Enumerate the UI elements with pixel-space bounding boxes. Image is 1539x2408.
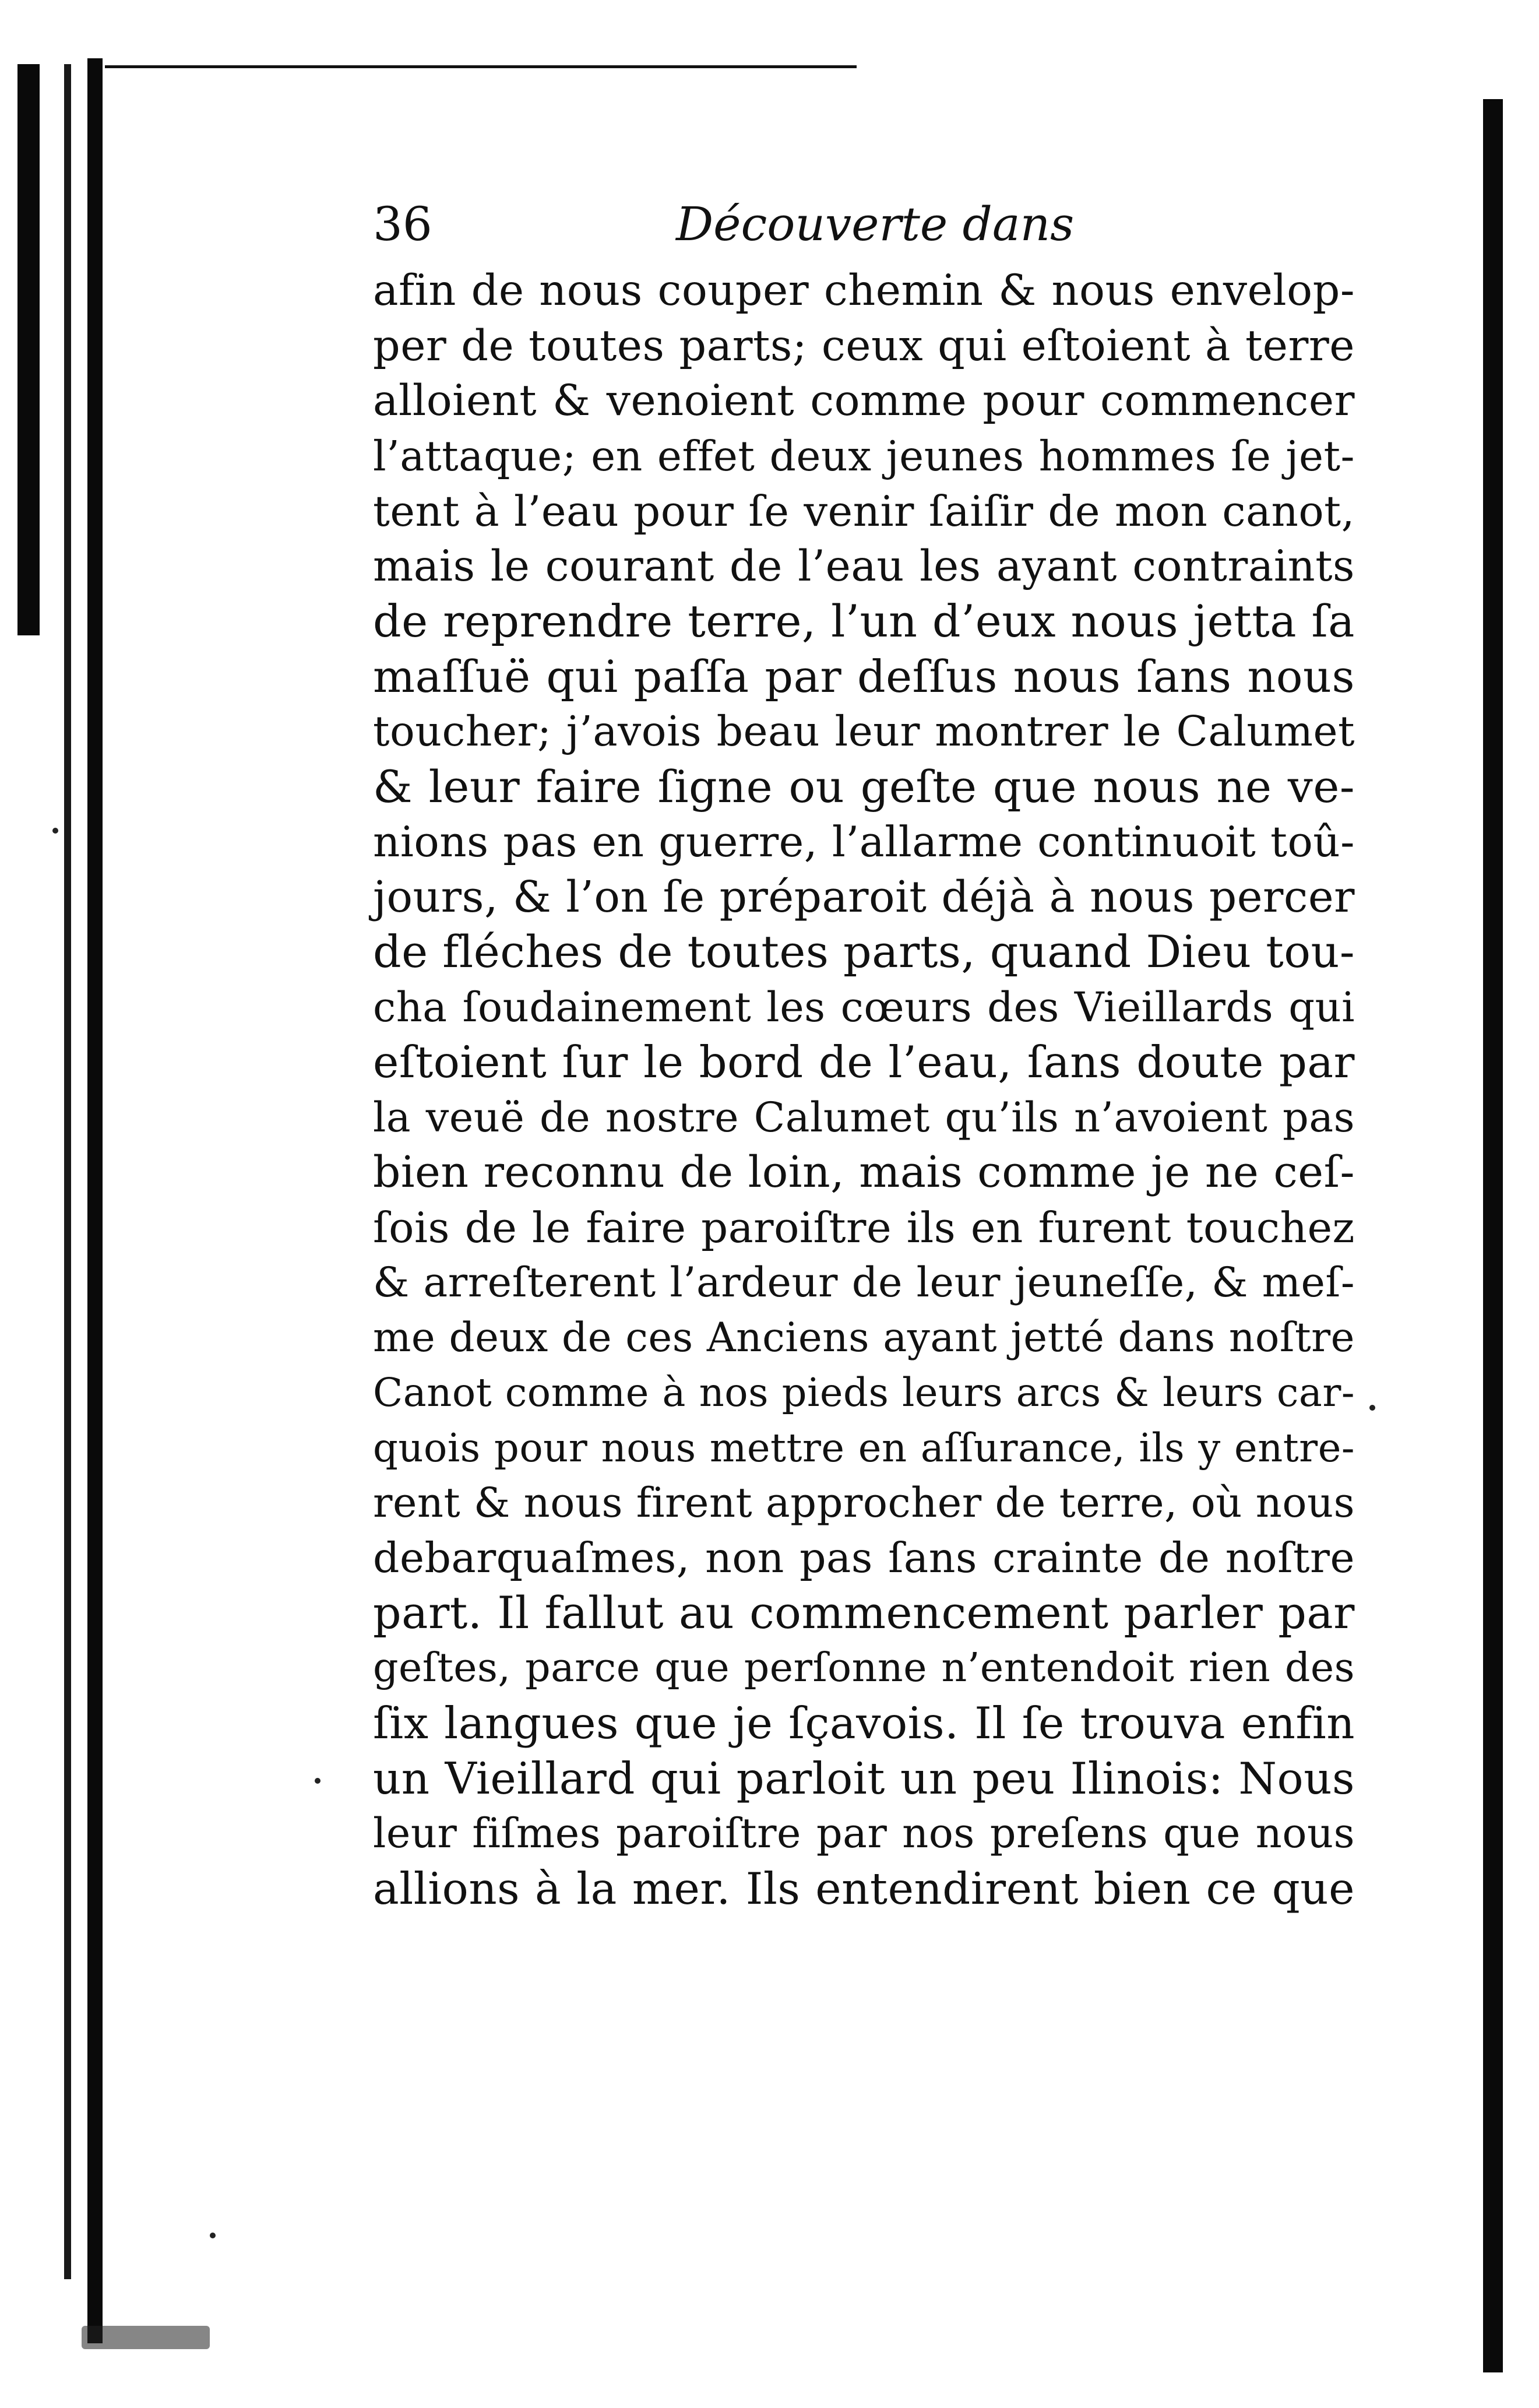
text-line: de fléches de toutes parts, quand Dieu tou- bbox=[373, 926, 1355, 978]
text-line: maſſuë qui paſſa par deſſus nous ſans nous bbox=[373, 650, 1355, 702]
text-line: geſtes, parce que perſonne n’entendoit rien des bbox=[373, 1644, 1355, 1691]
text-line: & arreſterent l’ardeur de leur jeuneſſe, & meſ- bbox=[373, 1259, 1355, 1306]
text-line: toucher; j’avois beau leur montrer le Calumet bbox=[373, 707, 1355, 755]
scan-speck bbox=[1369, 1405, 1375, 1411]
text-line: Canot comme à nos pieds leurs arcs & leurs car- bbox=[373, 1370, 1355, 1415]
text-line: mais le courant de l’eau les ayant contraints bbox=[373, 541, 1355, 591]
page-number: 36 bbox=[373, 197, 432, 251]
text-line: ſois de le faire paroiſtre ils en furent touchez bbox=[373, 1203, 1355, 1252]
text-line: eſtoient ſur le bord de l’eau, ſans doute par bbox=[373, 1036, 1355, 1088]
scan-speck bbox=[315, 1778, 321, 1784]
text-line: me deux de ces Anciens ayant jetté dans noſtre bbox=[373, 1314, 1355, 1361]
text-line: debarquaſmes, non pas ſans crainte de noſtre bbox=[373, 1533, 1355, 1582]
page-top-edge bbox=[105, 65, 857, 68]
running-head bbox=[373, 192, 1352, 256]
scan-smudge bbox=[82, 2326, 210, 2349]
text-line: nions pas en guerre, l’allarme continuoit toû- bbox=[373, 817, 1355, 866]
text-line: tent à l’eau pour ſe venir ſaiſir de mon canot, bbox=[373, 487, 1355, 536]
text-line: alloient & venoient comme pour commencer bbox=[373, 376, 1355, 426]
text-line: per de toutes parts; ceux qui eſtoient à terre bbox=[373, 321, 1355, 371]
text-line: allions à la mer. Ils entendirent bien ce que bbox=[373, 1862, 1355, 1914]
text-line: cha ſoudainement les cœurs des Vieillards qui bbox=[373, 983, 1355, 1031]
page-right-edge bbox=[1483, 99, 1503, 2372]
text-line: jours, & l’on ſe préparoit déjà à nous percer bbox=[373, 871, 1355, 922]
scan-speck bbox=[210, 2233, 216, 2238]
text-line: rent & nous firent approcher de terre, où nous bbox=[373, 1479, 1355, 1527]
text-line: & leur faire ſigne ou geſte que nous ne ve- bbox=[373, 760, 1355, 813]
page-left-edge bbox=[87, 58, 103, 2343]
body-text bbox=[373, 263, 1355, 1916]
text-line: quois pour nous mettre en aſſurance, ils y entre- bbox=[373, 1425, 1355, 1471]
text-line: la veuë de nostre Calumet qu’ils n’avoient pas bbox=[373, 1093, 1355, 1141]
binding-shadow bbox=[17, 64, 40, 635]
text-line: un Vieillard qui parloit un peu Ilinois: Nous bbox=[373, 1752, 1355, 1804]
text-line: ſix langues que je ſçavois. Il ſe trouva enfin bbox=[373, 1697, 1355, 1749]
text-line: de reprendre terre, l’un d’eux nous jetta ſa bbox=[373, 595, 1355, 647]
text-line: bien reconnu de loin, mais comme je ne ceſ- bbox=[373, 1147, 1355, 1197]
text-line: l’attaque; en effet deux jeunes hommes ſe jet- bbox=[373, 431, 1355, 480]
text-line: afin de nous couper chemin & nous envelop- bbox=[373, 266, 1355, 315]
text-line: part. Il fallut au commencement parler par bbox=[373, 1587, 1355, 1639]
text-line: leur fiſmes paroiſtre par nos preſens que nous bbox=[373, 1809, 1355, 1857]
binding-shadow bbox=[64, 64, 71, 2279]
running-title: Découverte dans bbox=[676, 197, 1075, 251]
scan-speck bbox=[52, 828, 58, 834]
